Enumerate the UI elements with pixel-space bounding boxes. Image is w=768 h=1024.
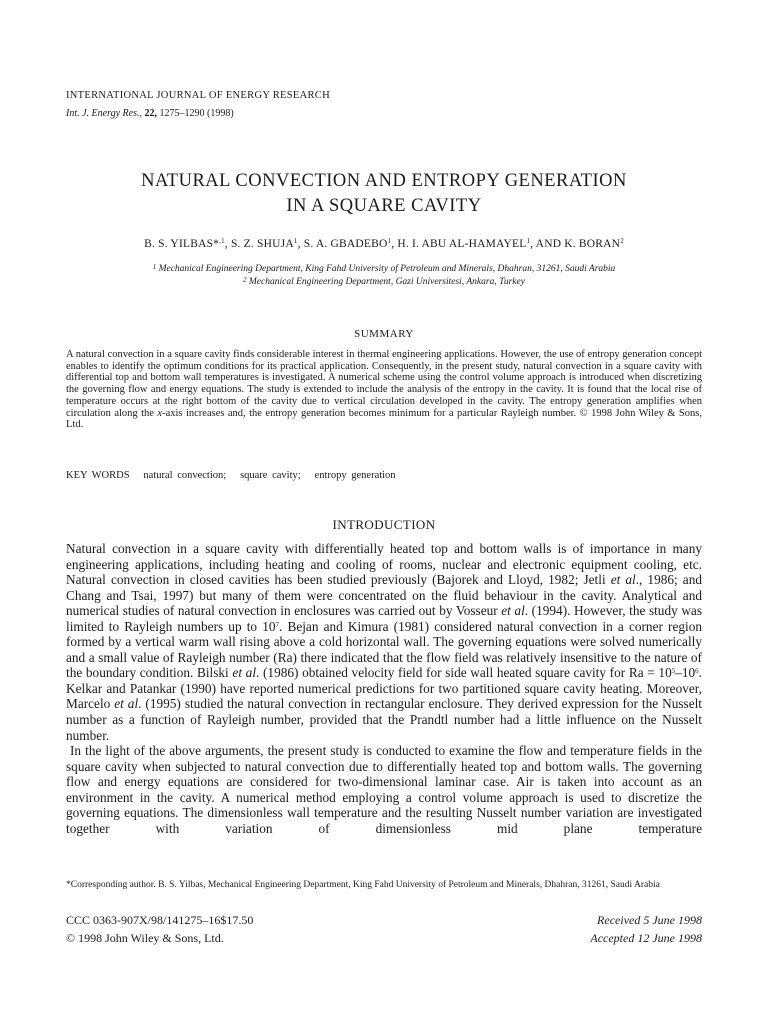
ccc-code: CCC 0363-907X/98/141275–16$17.50 — [66, 913, 254, 927]
affiliation-marker: 1 — [152, 263, 157, 271]
citation-volume: 22, — [144, 108, 157, 119]
keywords-label: KEY WORDS — [66, 470, 130, 481]
keyword-item: entropy generation — [314, 470, 396, 481]
keyword-item: natural convection; — [143, 470, 227, 481]
author-name: S. Z. SHUJA — [230, 238, 294, 250]
summary-text-part: A natural convection in a square cavity finds considerable interest in thermal engineering applications. However, the use of entropy generation concept enables to identify the optimum conditions for its practical application. Consequently, in the present study, natural convection in a square cavity with differential top and bottom wall temperatures is investigated. A numerical scheme using the control volume approach is introduced when discretizing the governing flow and energy equations. The study is extended to include the analysis of the entropy in the cavity. It is found that the local rise of temperature occurs at the right bottom of the cavity due to vertical circulation developed in the cavity. The entropy generation amplifies when circulation along the — [66, 349, 702, 419]
et-al: et al — [610, 572, 636, 588]
author-name: S. A. GBADEBO — [303, 238, 388, 250]
text-run: . Kelkar and Patankar (1990) have reported numerical predictions for two partitioned square cavity heating. Moreover, Marcelo — [66, 665, 702, 712]
received-date: Received 5 June 1998 — [597, 913, 702, 927]
text-run: . (1995) studied the natural convection in rectangular enclosure. They derived expression for the Nusselt number as a function of Rayleigh number, provided that the Prandtl number had a little influence on the Nusselt number. — [66, 696, 702, 743]
author-name: K. BORAN — [564, 238, 621, 250]
citation-pages: 1275–1290 (1998) — [159, 108, 234, 119]
text-run: . Bejan and Kimura (1981) considered natural convection in a corner region formed by a vertical warm wall rising above a cold horizontal wall. The governing equations were solved numerically and a small value of Rayleigh number (Ra) there indicated that the flow field was relatively insensitive to the nature of the boundary condition. Bilski — [66, 618, 702, 681]
affiliation-text: Mechanical Engineering Department, King Fahd University of Petroleum and Minerals, Dhahran, 31261, Saudi Arabia — [158, 264, 616, 274]
author-list — [66, 238, 702, 250]
paper-title-line-1: NATURAL CONVECTION AND ENTROPY GENERATION — [141, 171, 627, 191]
et-al: et al — [232, 665, 257, 681]
author-separator: , — [391, 238, 398, 250]
copyright-notice: © 1998 John Wiley & Sons, Ltd. — [66, 931, 224, 945]
text-run: . (1986) obtained velocity field for side wall heated square cavity for Ra = 10 — [256, 665, 672, 681]
author-separator: , — [297, 238, 304, 250]
accepted-date: Accepted 12 June 1998 — [590, 931, 702, 945]
citation-line — [66, 108, 234, 119]
author-marker: 1 — [293, 237, 298, 245]
exponent: 6 — [695, 667, 699, 676]
introduction-body — [66, 541, 702, 836]
summary-x-symbol: x — [157, 407, 163, 419]
text-run: ., 1986; and Chang and Tsai, 1997) but many of them were concentrated on the fluid behaviour in the cavity. Analytical and numerical studies of natural convection in enclosures was carried out by Vosseur — [66, 572, 702, 619]
introduction-paragraph-1 — [66, 541, 702, 743]
author-marker: ,1 — [219, 237, 225, 245]
exponent: 5 — [671, 667, 676, 676]
introduction-heading: INTRODUCTION — [332, 517, 436, 532]
paper-title-line-2: IN A SQUARE CAVITY — [286, 196, 482, 216]
affiliation-1 — [66, 264, 702, 274]
citation-journal: Int. J. Energy Res., — [66, 108, 142, 119]
et-al: et al — [114, 696, 139, 712]
summary-heading: SUMMARY — [354, 328, 414, 340]
text-run: . (1994). However, the study was limited to Rayleigh numbers up to 10 — [66, 603, 703, 634]
author-marker: 2 — [620, 237, 624, 245]
summary-paragraph — [66, 349, 702, 431]
introduction-paragraph-2: In the light of the above arguments, the present study is conducted to examine the flow and temperature fields in the square cavity when subjected to natural convection due to differentially heated top and bottom walls. The governing flow and energy equations are considered for two-dimensional laminar case. Air is taken into account as an environment in the cavity. A numerical method employing a control volume approach is used to discretize the governing equations. The dimensionless wall temperature and the resulting Nusselt number variation are investigated together with variation of dimensionless mid plane temperature — [66, 743, 702, 836]
affiliation-text: Mechanical Engineering Department, Gazi Universitesi, Ankara, Turkey — [248, 277, 525, 287]
author-marker: 1 — [526, 237, 531, 245]
author-marker: 1 — [387, 237, 392, 245]
author-separator: , — [224, 238, 231, 250]
author-name: B. S. YILBAS* — [144, 238, 220, 250]
summary-text-part: -axis increases and, the entropy generation becomes minimum for a particular Rayleigh number. © 1998 John Wiley & Sons, Ltd. — [66, 407, 702, 431]
author-separator: , AND — [530, 238, 565, 250]
et-al: et al — [501, 603, 525, 619]
keywords-line — [66, 470, 396, 481]
journal-name: INTERNATIONAL JOURNAL OF ENERGY RESEARCH — [66, 90, 330, 101]
affiliation-2 — [66, 277, 702, 287]
exponent: 7 — [275, 620, 279, 629]
text-run: –10 — [675, 665, 696, 681]
author-name: H. I. ABU AL-HAMAYEL — [397, 238, 527, 250]
corresponding-author-footnote: *Corresponding author. B. S. Yilbas, Mechanical Engineering Department, King Fahd University of Petroleum and Minerals, Dhahran, 31261, Saudi Arabia — [66, 880, 660, 890]
text-run: Natural convection in a square cavity with differentially heated top and bottom walls is of importance in many engineering applications, including heating and cooling of rooms, nuclear and electronic equipment cooling, etc. Natural convection in closed cavities has been studied previously (Bajorek and Lloyd, 1982; Jetli — [66, 541, 702, 588]
affiliation-marker: 2 — [243, 276, 247, 284]
keyword-item: square cavity; — [240, 470, 301, 481]
